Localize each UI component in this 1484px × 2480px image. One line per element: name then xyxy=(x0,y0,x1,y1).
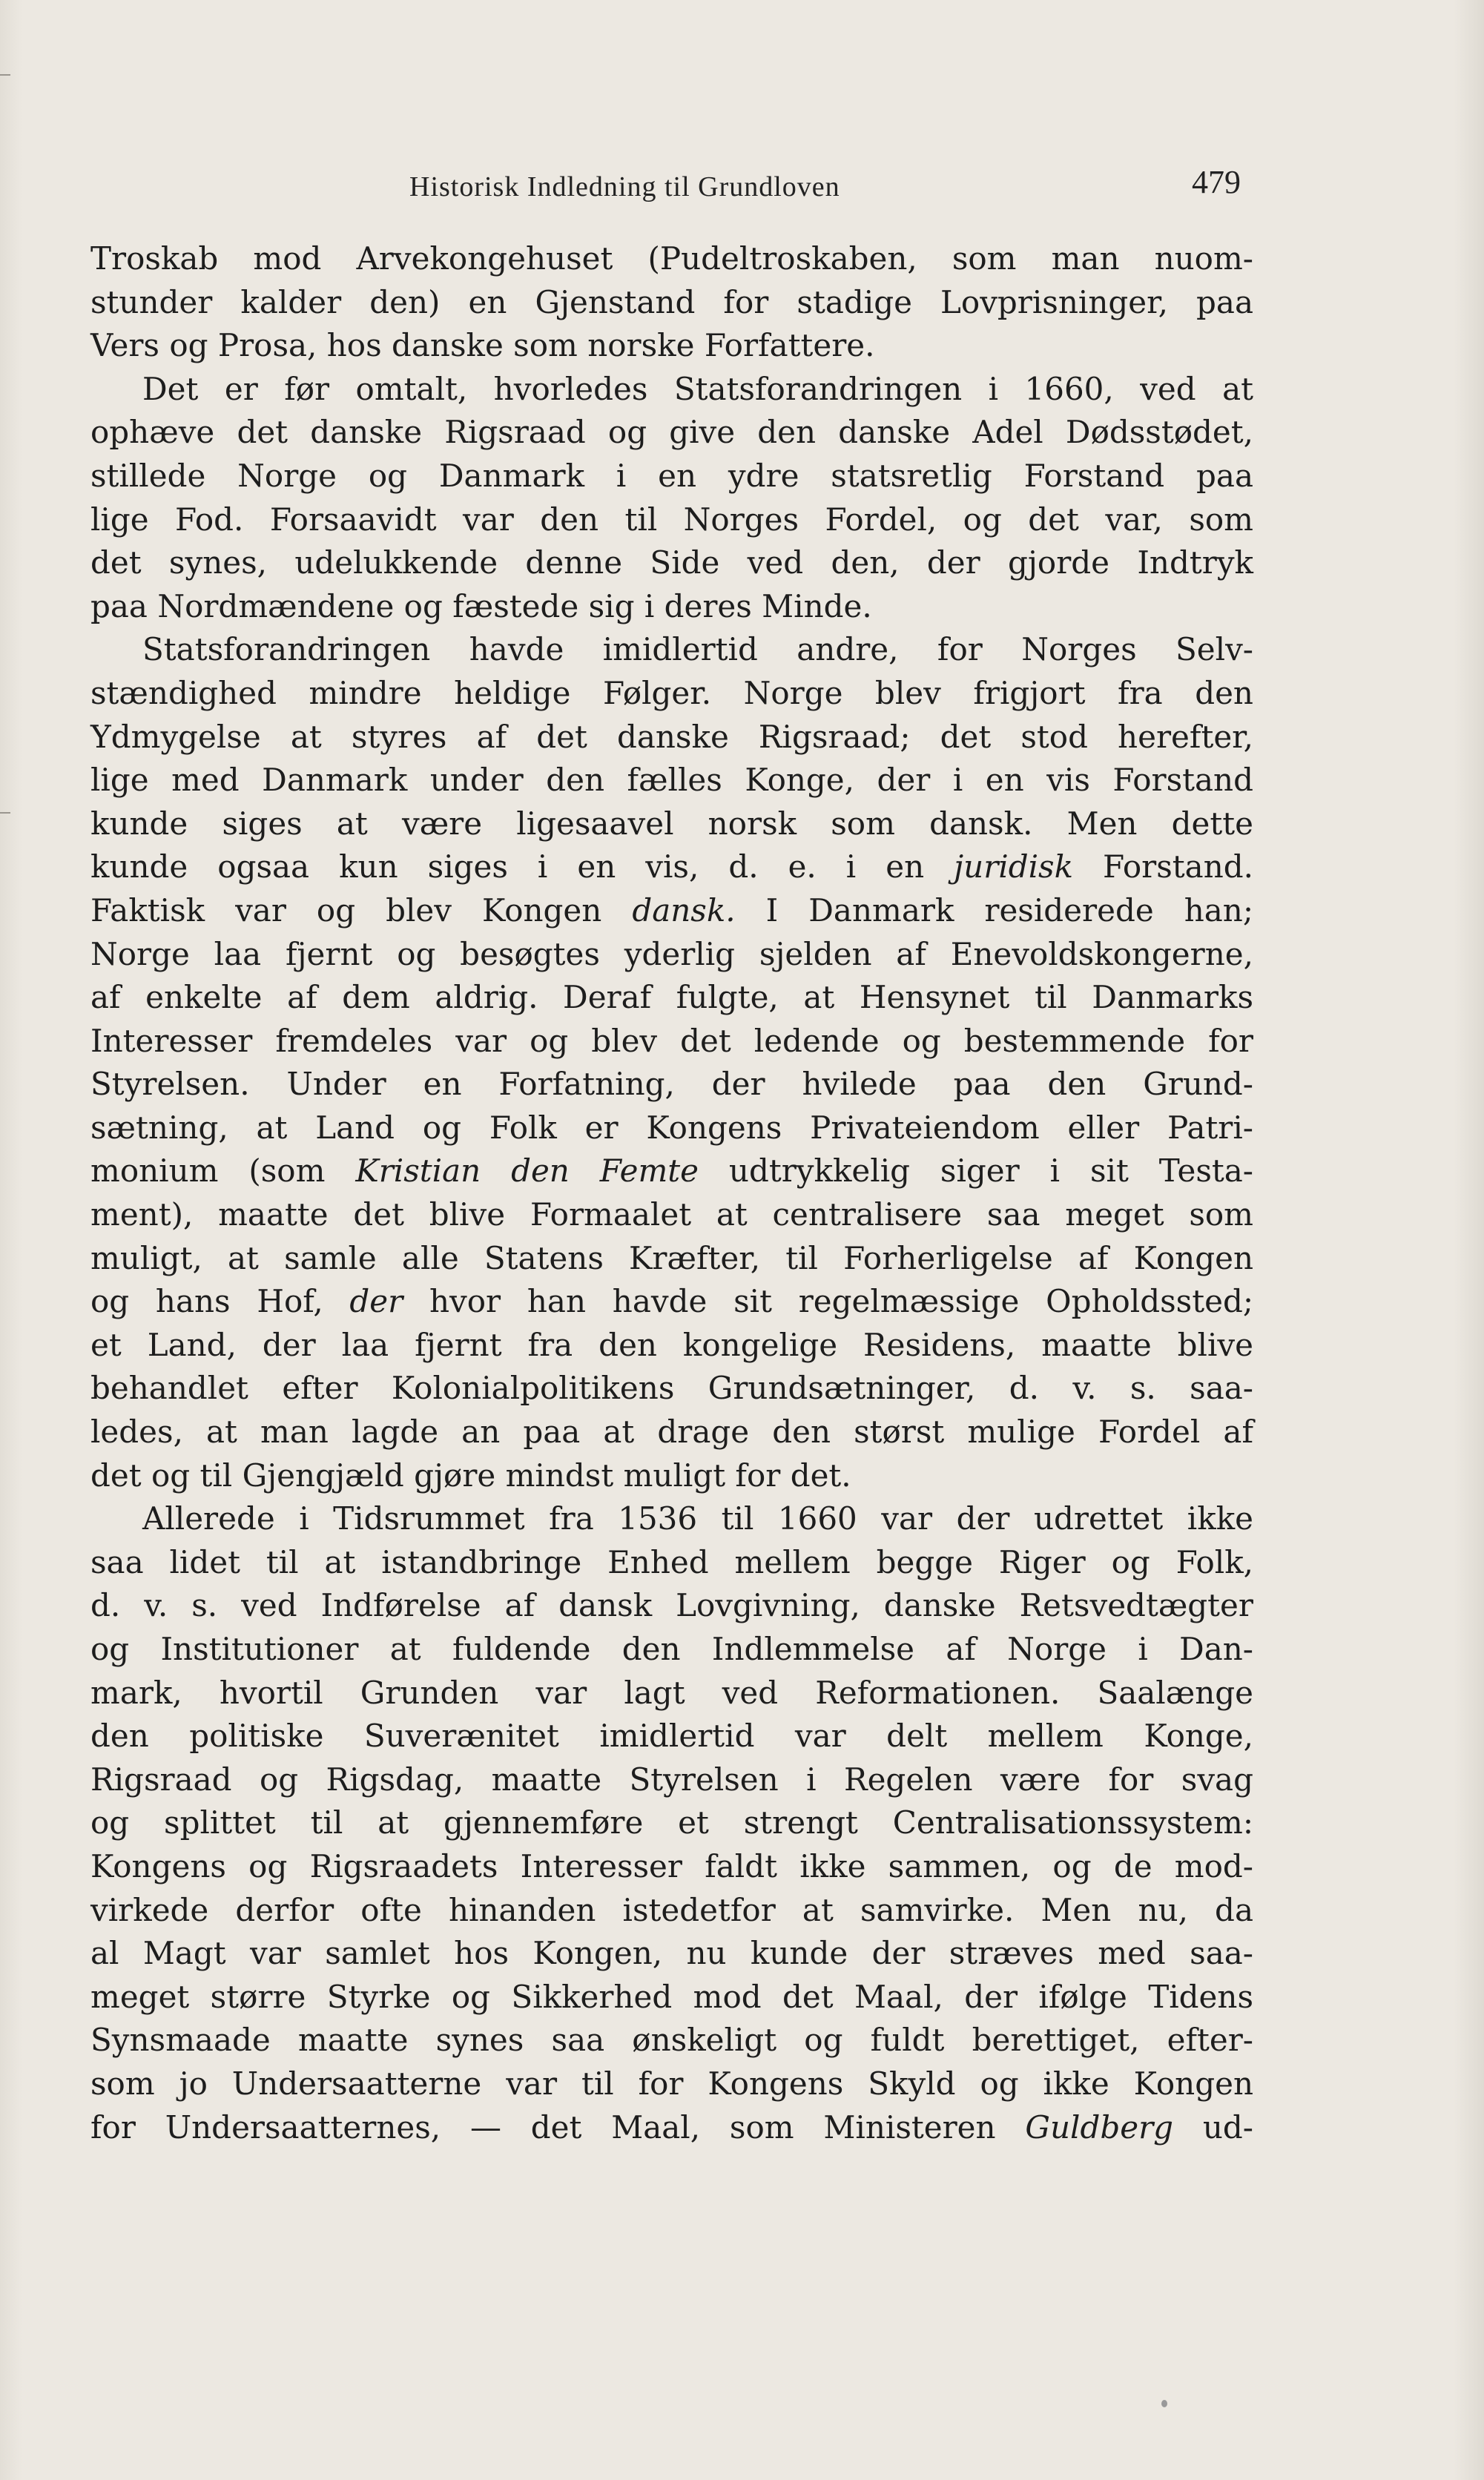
text-line: behandlet efter Kolonialpolitikens Grundsætninger, d. v. s. saa- xyxy=(90,1370,1253,1407)
text-line: lige med Danmark under den fælles Konge, der i en vis Forstand xyxy=(90,762,1253,799)
text-segment: I Danmark residerede han; xyxy=(735,891,1253,929)
italic-text: Kristian den Femte xyxy=(355,1152,699,1190)
text-line: d. v. s. ved Indførelse af dansk Lovgivning, danske Retsvedtægter xyxy=(90,1587,1253,1624)
text-line: ledes, at man lagde an paa at drage den størst mulige Fordel af xyxy=(90,1414,1253,1451)
text-segment: for Undersaatternes, — det Maal, som Ministeren xyxy=(90,2108,1026,2146)
text-line: Det er før omtalt, hvorledes Statsforandringen i 1660, ved at xyxy=(142,370,1253,407)
text-line: mark, hvortil Grunden var lagt ved Reformationen. Saalænge xyxy=(90,1674,1253,1711)
text-line: Norge laa fjernt og besøgtes yderlig sjelden af Enevoldskongerne, xyxy=(90,935,1253,972)
text-line xyxy=(90,845,1253,889)
text-line: sætning, at Land og Folk er Kongens Privateiendom eller Patri- xyxy=(90,1109,1253,1146)
text-line: paa Nordmændene og fæstede sig i deres Minde. xyxy=(90,587,872,624)
text-segment: og hans Hof, xyxy=(90,1283,350,1320)
text-segment: Forstand. xyxy=(1073,848,1253,886)
text-line: ophæve det danske Rigsraad og give den danske Adel Dødsstødet, xyxy=(90,414,1253,451)
text-line: saa lidet til at istandbringe Enhed mellem begge Riger og Folk, xyxy=(90,1543,1253,1580)
paper-speck xyxy=(1161,2400,1167,2407)
italic-text: dansk. xyxy=(632,891,736,929)
margin-mark xyxy=(0,812,10,814)
text-line: og Institutioner at fuldende den Indlemmelse af Norge i Dan- xyxy=(90,1631,1253,1667)
text-line: Allerede i Tidsrummet fra 1536 til 1660 var der udrettet ikke xyxy=(142,1500,1253,1537)
italic-text: Guldberg xyxy=(1025,2108,1174,2146)
text-line: Styrelsen. Under en Forfatning, der hvilede paa den Grund- xyxy=(90,1066,1253,1103)
text-line: Synsmaade maatte synes saa ønskeligt og fuldt berettiget, efter- xyxy=(90,2022,1253,2059)
text-line xyxy=(90,889,1253,933)
text-line xyxy=(90,1280,1253,1324)
text-line: Ydmygelse at styres af det danske Rigsraad; det stod herefter, xyxy=(90,718,1253,755)
text-line: virkede derfor ofte hinanden istedetfor at samvirke. Men nu, da xyxy=(90,1891,1253,1928)
text-line: af enkelte af dem aldrig. Deraf fulgte, at Hensynet til Danmarks xyxy=(90,979,1253,1016)
text-line: og splittet til at gjennemføre et strengt Centralisationssystem: xyxy=(90,1804,1253,1841)
text-segment: kunde ogsaa kun siges i en vis, d. e. i en xyxy=(90,848,954,886)
text-line: stændighed mindre heldige Følger. Norge blev frigjort fra den xyxy=(90,674,1253,711)
text-line: Rigsraad og Rigsdag, maatte Styrelsen i Regelen være for svag xyxy=(90,1761,1253,1798)
text-segment: udtrykkelig siger i sit Testa- xyxy=(699,1152,1253,1190)
margin-mark xyxy=(0,74,10,76)
text-line: lige Fod. Forsaavidt var den til Norges Fordel, og det var, som xyxy=(90,501,1253,538)
text-line: kunde siges at være ligesaavel norsk som dansk. Men dette xyxy=(90,805,1253,842)
text-line: det og til Gjengjæld gjøre mindst muligt for det. xyxy=(90,1457,851,1494)
text-line: det synes, udelukkende denne Side ved den, der gjorde Indtryk xyxy=(90,544,1253,581)
text-line: Interesser fremdeles var og blev det ledende og bestemmende for xyxy=(90,1022,1253,1059)
italic-text: der xyxy=(349,1283,403,1320)
running-title: Historisk Indledning til Grundloven xyxy=(409,171,840,202)
text-line: Kongens og Rigsraadets Interesser faldt ikke sammen, og de mod- xyxy=(90,1847,1253,1884)
text-segment: monium (som xyxy=(90,1152,356,1190)
text-line: Statsforandringen havde imidlertid andre, for Norges Selv- xyxy=(142,631,1253,668)
text-line: meget større Styrke og Sikkerhed mod det Maal, der ifølge Tidens xyxy=(90,1978,1253,2015)
text-line: Troskab mod Arvekongehuset (Pudeltroskaben, som man nuom- xyxy=(90,240,1253,277)
text-line: et Land, der laa fjernt fra den kongelige Residens, maatte blive xyxy=(90,1326,1253,1363)
text-line: stunder kalder den) en Gjenstand for stadige Lovprisninger, paa xyxy=(90,283,1253,320)
text-line: al Magt var samlet hos Kongen, nu kunde der stræves med saa- xyxy=(90,1935,1253,1972)
text-line: stillede Norge og Danmark i en ydre statsretlig Forstand paa xyxy=(90,457,1253,494)
text-line: ment), maatte det blive Formaalet at centralisere saa meget som xyxy=(90,1196,1253,1233)
text-line: Vers og Prosa, hos danske som norske Forfattere. xyxy=(90,327,875,364)
text-line: som jo Undersaatterne var til for Kongens Skyld og ikke Kongen xyxy=(90,2065,1253,2102)
text-segment: ud- xyxy=(1173,2108,1253,2146)
text-line: muligt, at samle alle Statens Kræfter, til Forherligelse af Kongen xyxy=(90,1239,1253,1276)
page-number: 479 xyxy=(1192,164,1241,200)
text-segment: Faktisk var og blev Kongen xyxy=(90,891,633,929)
text-line xyxy=(90,1150,1253,1193)
text-segment: hvor han havde sit regelmæssige Opholdssted; xyxy=(403,1283,1253,1320)
text-line xyxy=(90,2106,1253,2150)
text-line: den politiske Suverænitet imidlertid var delt mellem Konge, xyxy=(90,1718,1253,1755)
page-header xyxy=(0,163,1484,208)
italic-text: juridisk xyxy=(954,848,1074,886)
body-text xyxy=(90,237,1253,2149)
